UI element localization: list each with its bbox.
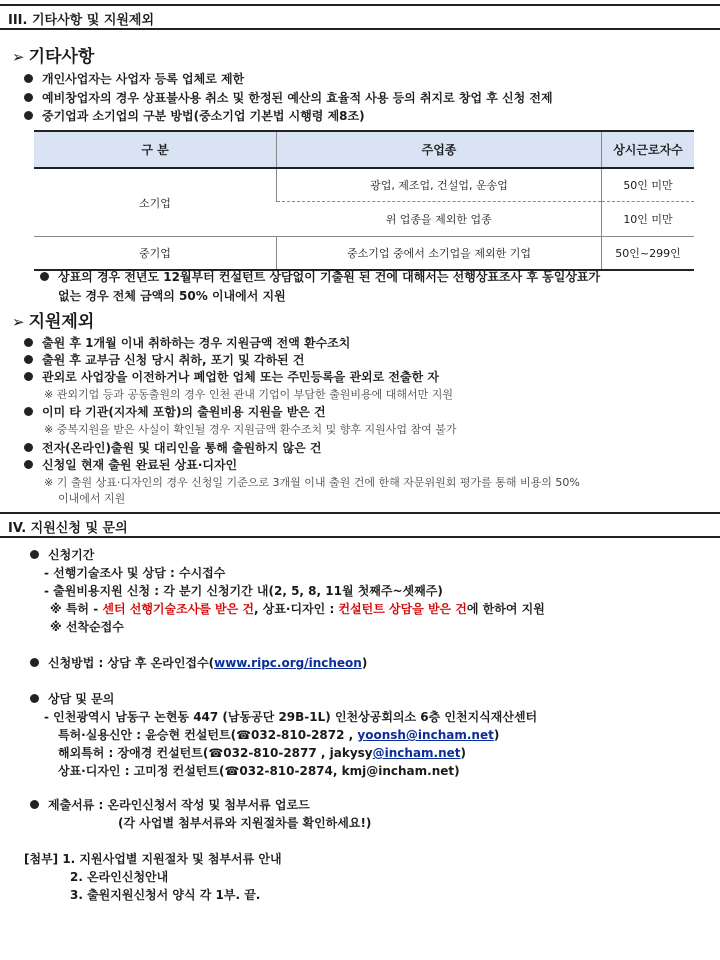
- table-cell: 광업, 제조업, 건설업, 운송업: [277, 168, 602, 202]
- section-4-title: IV. 지원신청 및 문의: [8, 521, 128, 536]
- etc-title: 기타사항: [28, 47, 95, 67]
- list-item-text: 제출서류 : 온라인신청서 작성 및 첨부서류 업로드: [48, 798, 310, 812]
- list-item: [30, 546, 94, 563]
- list-item-text: 예비창업자의 경우 상표불사용 취소 및 한정된 예산의 효율적 사용 등의 취지로 창업 후 신청 전제: [42, 91, 553, 105]
- contact-text: 해외특허 : 장애경 컨설턴트(☎032-810-2877 , jakysy: [58, 746, 373, 760]
- contact-line: [58, 726, 499, 743]
- table-row: [34, 237, 694, 271]
- attachment-line: 2. 온라인신청안내: [70, 870, 169, 884]
- list-item: [24, 351, 304, 368]
- attachment-line: [첨부] 1. 지원사업별 지원절차 및 첨부서류 안내: [24, 852, 282, 866]
- list-item: [24, 403, 326, 420]
- table-cell: 10인 미만: [602, 202, 695, 237]
- email-link[interactable]: @incham.net: [372, 746, 461, 760]
- email-link[interactable]: yoonsh@incham.net: [357, 728, 494, 742]
- bullet-icon: [24, 74, 33, 83]
- table-row: [34, 168, 694, 202]
- list-item-text: 신청일 현재 출원 완료된 상표·디자인: [42, 458, 238, 472]
- arrow-icon: ➢: [12, 313, 25, 331]
- table-header-row: [34, 131, 694, 168]
- bullet-icon: [30, 658, 39, 667]
- bullet-icon: [30, 694, 39, 703]
- docs-note: (각 사업별 첨부서류와 지원절차를 확인하세요!): [118, 816, 372, 830]
- bullet-icon: [24, 460, 33, 469]
- note-text: ※ 관외기업 등과 공동출원의 경우 인천 관내 기업이 부담한 출원비용에 대해서만 지원: [44, 388, 453, 401]
- note-text: 이내에서 지원: [58, 492, 126, 505]
- list-item: [40, 268, 600, 285]
- list-item-continuation: 없는 경우 전체 금액의 50% 이내에서 지원: [58, 289, 286, 303]
- exclusion-title: 지원제외: [28, 312, 95, 332]
- period-note-text: , 상표·디자인 :: [254, 602, 339, 616]
- table-cell: 50인 미만: [602, 168, 695, 202]
- application-link[interactable]: www.ripc.org/incheon: [214, 656, 362, 670]
- table-cell: 중소기업 중에서 소기업을 제외한 기업: [277, 237, 602, 271]
- section-4-header: [0, 512, 720, 538]
- list-item: [24, 334, 350, 351]
- bullet-icon: [24, 407, 33, 416]
- period-note-text: 에 한하여 지원: [466, 602, 545, 616]
- list-item-text: 관외로 사업장을 이전하거나 폐업한 업체 또는 주민등록을 관외로 전출한 자: [42, 370, 439, 384]
- section-3-header: [0, 4, 720, 30]
- table-header: 주업종: [277, 131, 602, 168]
- bullet-icon: [24, 111, 33, 120]
- period-line: - 선행기술조사 및 상담 : 수시접수: [44, 566, 226, 580]
- bullet-icon: [24, 443, 33, 452]
- contact-line: [58, 744, 466, 761]
- note-text: ※ 중복지원을 받은 사실이 확인될 경우 지원금액 환수조치 및 향후 지원사업 참여 불가: [44, 423, 457, 436]
- list-item-text: 출원 후 1개월 이내 취하하는 경우 지원금액 전액 환수조치: [42, 336, 351, 350]
- period-note-highlight: 컨설턴트 상담을 받은 건: [338, 602, 467, 616]
- bullet-icon: [24, 93, 33, 102]
- list-item-text: 개인사업자는 사업자 등록 업체로 제한: [42, 72, 245, 86]
- company-size-table: [34, 130, 694, 271]
- period-note-text: ※ 특허 -: [50, 602, 103, 616]
- table-cell: 소기업: [34, 168, 277, 237]
- etc-subtitle: [12, 42, 94, 67]
- contact-text: 특허·실용신안 : 윤승현 컨설턴트(☎032-810-2872 ,: [58, 728, 358, 742]
- note-text: ※ 기 출원 상표·디자인의 경우 신청일 기준으로 3개월 이내 출원 건에 한해 자문위원회 평가를 통해 비용의 50%: [44, 476, 580, 489]
- table-cell: 위 업종을 제외한 업종: [277, 202, 602, 237]
- contact-line: 상표·디자인 : 고미정 컨설턴트(☎032-810-2874, kmj@incham.net): [58, 764, 460, 778]
- bullet-icon: [40, 272, 49, 281]
- table-cell: 중기업: [34, 237, 277, 271]
- list-item: [30, 796, 310, 813]
- contact-text: ): [460, 746, 467, 760]
- list-item: [30, 654, 367, 671]
- bullet-icon: [30, 800, 39, 809]
- list-item-text: 출원 후 교부금 신청 당시 취하, 포기 및 각하된 건: [42, 353, 305, 367]
- bullet-icon: [24, 355, 33, 364]
- bullet-icon: [24, 372, 33, 381]
- list-item: [24, 70, 244, 87]
- list-item-text: 상담 및 문의: [48, 692, 115, 706]
- period-line: - 출원비용지원 신청 : 각 분기 신청기간 내(2, 5, 8, 11월 첫째주~셋째주): [44, 584, 443, 598]
- list-item-text: 신청방법 : 상담 후 온라인접수(: [48, 656, 215, 670]
- list-item-text: 신청기간: [48, 548, 95, 562]
- table-header: 상시근로자수: [602, 131, 695, 168]
- arrow-icon: ➢: [12, 48, 25, 66]
- contact-text: ): [493, 728, 500, 742]
- list-item-text: 상표의 경우 전년도 12월부터 컨설턴트 상담없이 기출원 된 건에 대해서는 선행상표조사 후 동일상표가: [58, 270, 601, 284]
- list-item-text: 중기업과 소기업의 구분 방법(중소기업 기본법 시행령 제8조): [42, 109, 365, 123]
- contact-address: - 인천광역시 남동구 논현동 447 (남동공단 29B-1L) 인천상공회의소 6층 인천지식재산센터: [44, 710, 538, 724]
- period-line: ※ 선착순접수: [50, 620, 124, 634]
- list-item-text: ): [361, 656, 368, 670]
- bullet-icon: [30, 550, 39, 559]
- period-note: [50, 600, 545, 617]
- list-item: [24, 107, 365, 124]
- attachment-line: 3. 출원지원신청서 양식 각 1부. 끝.: [70, 888, 261, 902]
- list-item: [24, 439, 321, 456]
- list-item: [24, 456, 237, 473]
- table-header: 구 분: [34, 131, 277, 168]
- list-item: [24, 89, 553, 106]
- period-note-highlight: 센터 선행기술조사를 받은 건: [102, 602, 255, 616]
- bullet-icon: [24, 338, 33, 347]
- list-item-text: 전자(온라인)출원 및 대리인을 통해 출원하지 않은 건: [42, 441, 322, 455]
- section-3-title: III. 기타사항 및 지원제외: [8, 13, 155, 28]
- table-cell: 50인~299인: [602, 237, 695, 271]
- list-item: [30, 690, 114, 707]
- list-item: [24, 368, 439, 385]
- list-item-text: 이미 타 기관(지자체 포함)의 출원비용 지원을 받은 건: [42, 405, 326, 419]
- exclusion-subtitle: [12, 307, 94, 332]
